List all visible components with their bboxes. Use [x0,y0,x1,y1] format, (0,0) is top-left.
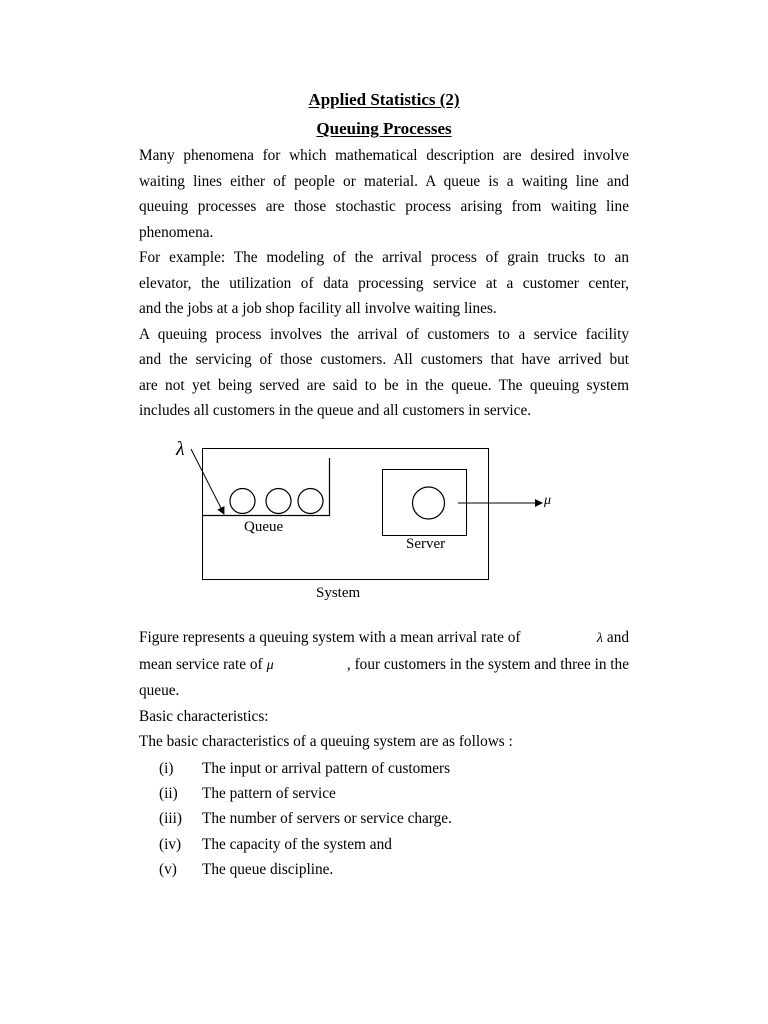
system-label: System [316,585,361,601]
list-item [159,832,452,857]
explanation-text: mean service rate of [139,655,263,673]
queue-customer-circle [266,489,291,514]
queue-label: Queue [244,519,284,535]
intro-line: queuing processes are those stochastic process arising from waiting line [139,198,629,215]
list-text: The capacity of the system and [202,835,392,853]
intro-line: For example: The modeling of the arrival process of grain trucks to an [139,249,629,266]
queue-customer-circle [230,489,255,514]
explanation-line: queue. [139,682,180,699]
list-item [159,756,452,781]
figure-explanation [139,625,629,755]
explanation-line [139,625,629,652]
server-label: Server [406,536,446,552]
explanation-line [139,652,629,679]
subheading: Basic characteristics: [139,707,269,725]
queue-container [203,458,330,516]
list-number: (iv) [159,835,182,853]
queuing-system-diagram [170,440,570,610]
page-title: Applied Statistics (2) [308,90,460,109]
intro-line: includes all customers in the queue and all customers in service. [139,402,532,419]
explanation-text: and [606,629,629,646]
lambda-inline: λ [596,631,603,646]
service-rate-symbol: μ [544,493,552,508]
characteristics-list [159,756,452,882]
intro-line: phenomena. [139,223,214,241]
mu-inline: μ [266,657,274,673]
intro-line: A queuing process involves the arrival of customers to a service facility [139,325,629,343]
arrival-arrow [191,449,224,514]
list-item [159,857,452,882]
intro-line: and the jobs at a job shop facility all involve waiting lines. [139,300,497,317]
list-number: (ii) [159,785,178,803]
list-number: (i) [159,760,174,777]
explanation-line: The basic characteristics of a queuing system are as follows : [139,733,513,750]
intro-line: waiting lines either of people or material. A queue is a waiting line and [139,172,629,190]
server-box [383,470,467,536]
explanation-text: Figure represents a queuing system with a mean arrival rate of [139,629,521,646]
list-item [159,806,452,831]
intro-paragraph [139,143,629,424]
intro-line: elevator, the utilization of data processing service at a customer center, [139,274,629,292]
intro-line: and the servicing of those customers. All customers that have arrived but [139,351,629,368]
queue-customer-circle [298,489,323,514]
system-box [203,449,489,580]
list-number: (v) [159,860,177,878]
list-text: The pattern of service [202,785,336,803]
list-text: The number of servers or service charge. [202,810,452,828]
list-item [159,781,452,806]
list-number: (iii) [159,810,182,828]
server-customer-circle [413,487,445,519]
explanation-text: , four customers in the system and three in the [346,655,629,673]
arrival-rate-symbol: λ [176,438,185,460]
list-text: The queue discipline. [202,860,334,878]
diagram-drawing [170,440,570,610]
intro-line: are not yet being served are said to be in the queue. The queuing system [139,376,629,394]
list-text: The input or arrival pattern of customers [202,760,451,777]
intro-line: Many phenomena for which mathematical description are desired involve [139,147,629,164]
section-title: Queuing Processes [316,119,452,138]
